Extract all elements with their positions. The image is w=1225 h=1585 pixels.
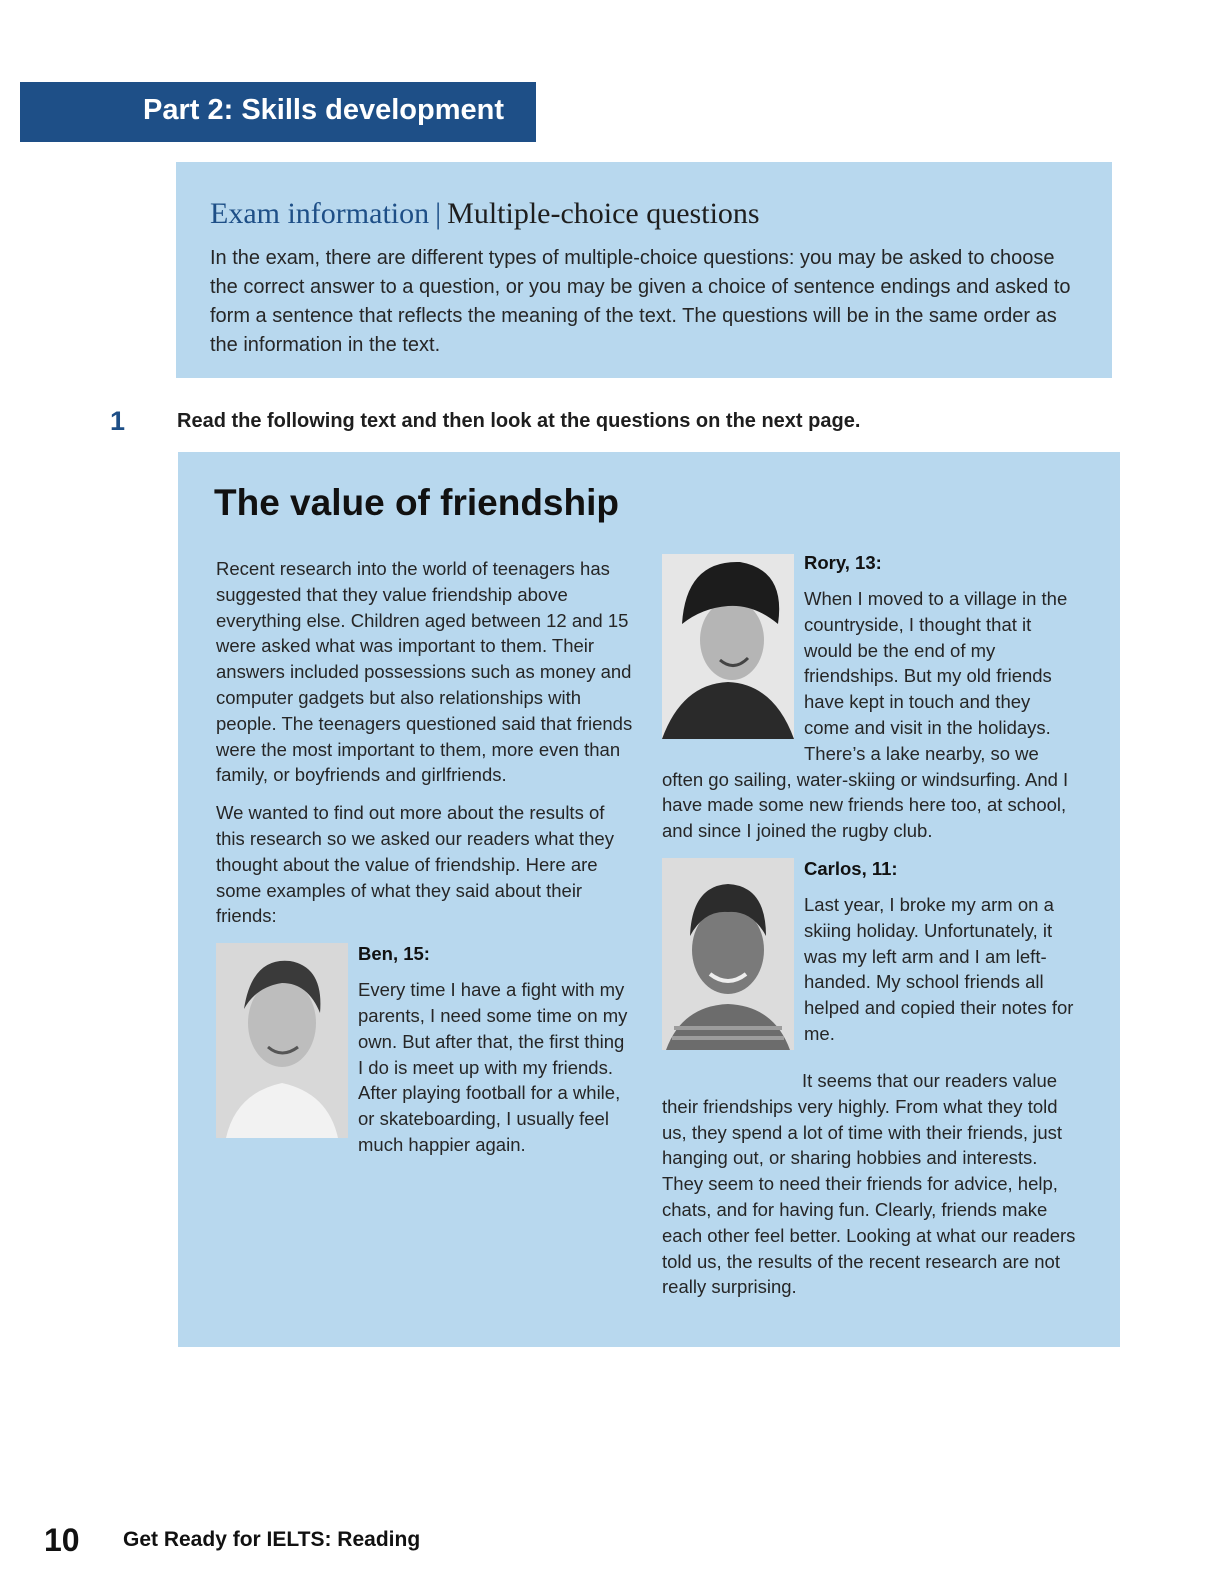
ben-photo	[216, 943, 348, 1138]
article-right-column	[662, 552, 1080, 1312]
quote-name: Rory, 13:	[804, 552, 882, 573]
book-title: Get Ready for IELTS: Reading	[123, 1528, 421, 1551]
exercise-number: 1	[110, 406, 126, 436]
quote-name: Carlos, 11:	[804, 857, 898, 879]
quote-text: Last year, I broke my arm on a skiing holiday. Unfortunately, it was my left arm and I am left-handed. My school friends all helped and copied their notes for me.	[804, 893, 1074, 1044]
page-number: 10	[44, 1522, 80, 1558]
article-left-column	[216, 556, 634, 1172]
section-banner: Part 2: Skills development	[20, 82, 536, 142]
intro-paragraph: Recent research into the world of teenagers has suggested that they value friendship above everything else. Children aged between 12 and 15 were asked what was important to them. Their answers included possessions such as money and computer gadgets but also relationships with people. The teenagers questioned said that friends were the most important to them, more even than family, or boyfriends and girlfriends.	[216, 558, 633, 786]
article-title: The value of friendship	[214, 482, 619, 523]
article-box	[178, 452, 1120, 1347]
exam-info-body: In the exam, there are different types of multiple-choice questions: you may be asked to choose the correct answer to a question, or you may be given a choice of sentence endings and asked to form a sentence that reflects the meaning of the text. The questions will be in the same order as the information in the text.	[210, 247, 1071, 356]
carlos-photo	[662, 858, 794, 1050]
exercise-instruction: Read the following text and then look at the questions on the next page.	[177, 410, 861, 432]
intro-paragraph: We wanted to find out more about the results of this research so we asked our readers what they thought about the value of friendship. Here are some examples of what they said about their friends:	[216, 802, 614, 927]
rory-photo	[662, 554, 794, 739]
closing-paragraph: It seems that our readers value their friendships very highly. From what they told us, they spend a lot of time with their friends, just hanging out, or sharing hobbies and interests. They seem to need their friends for advice, help, chats, and for having fun. Clearly, friends make each other feel better. Looking at what our readers told us, the results of the recent research are not really surprising.	[662, 1069, 1076, 1298]
exam-information-box	[176, 162, 1112, 378]
exam-info-topic: Multiple-choice questions	[447, 197, 760, 230]
quote-carlos	[662, 858, 1080, 1054]
exam-info-label: Exam information	[210, 197, 430, 230]
exam-info-heading	[210, 194, 1076, 234]
quote-ben	[216, 943, 634, 1158]
quote-text: Every time I have a fight with my parents, I need some time on my own. But after that, the first thing I do is meet up with my friends. After playing football for a while, or skateboarding, I usually feel much happier again.	[358, 979, 628, 1155]
quote-text: When I moved to a village in the countryside, I thought that it would be the end of my friendships. But my old friends have kept in touch and they come and visit in the holidays. There’s a lake nearby, so we often go sailing, water-skiing or windsurfing. And I have made some new friends here too, at school, and since I joined the rugby club.	[662, 588, 1069, 842]
quote-rory	[662, 552, 1080, 844]
quote-name: Ben, 15:	[358, 943, 430, 965]
heading-separator: |	[435, 197, 442, 230]
